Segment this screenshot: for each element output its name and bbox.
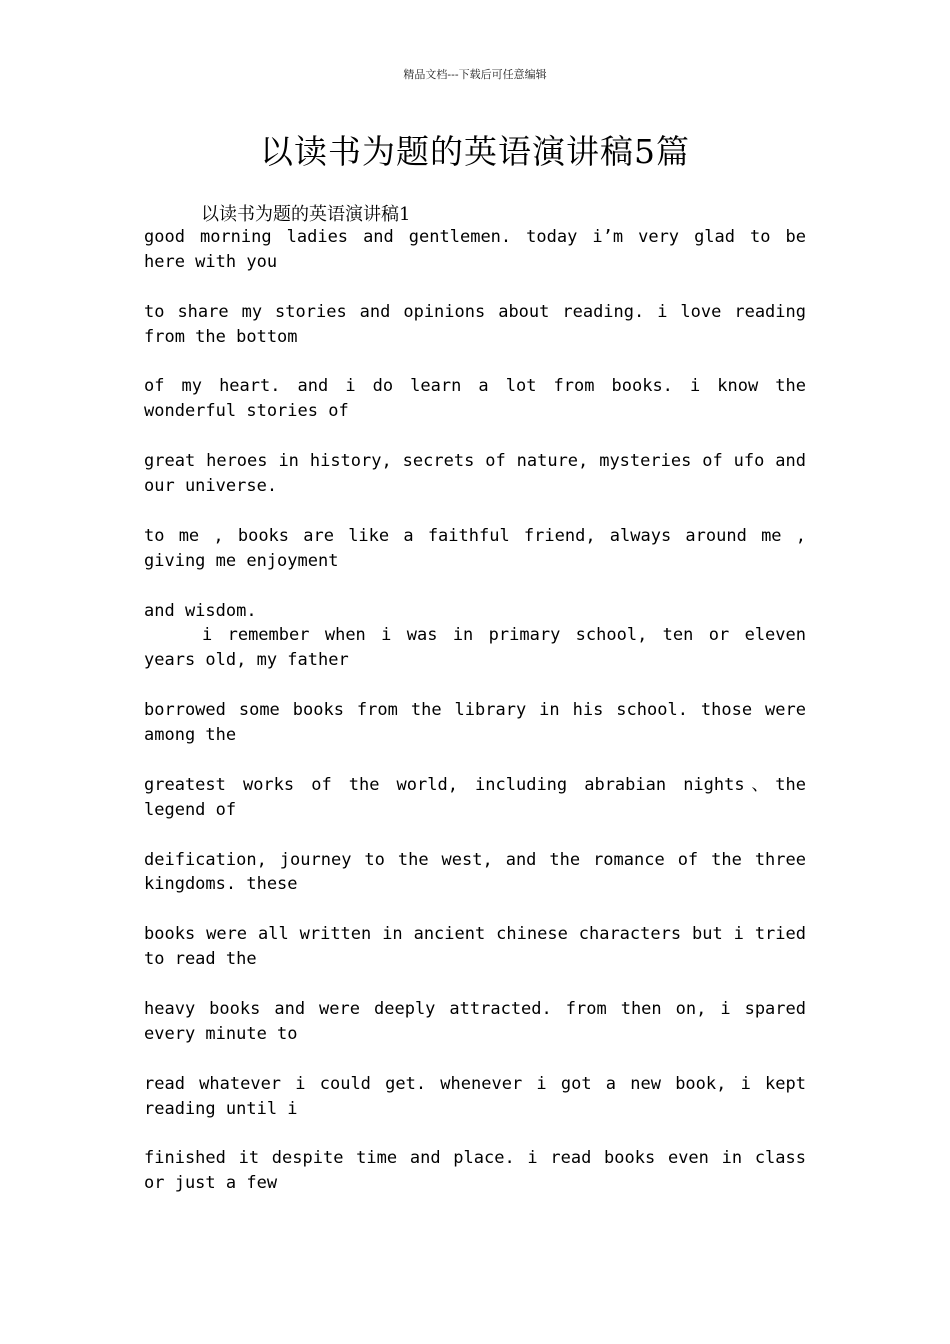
paragraph: greatest works of the world, including abrabian nights、the legend of	[144, 774, 806, 820]
paragraph: of my heart. and i do learn a lot from books. i know the wonderful stories of	[144, 376, 806, 422]
paragraph: to me , books are like a faithful friend, always around me , giving me enjoyment	[144, 525, 806, 571]
paragraph: finished it despite time and place. i read books even in class or just a few	[144, 1148, 806, 1194]
paragraph: great heroes in history, secrets of nature, mysteries of ufo and our universe.	[144, 451, 806, 497]
document-title: 以读书为题的英语演讲稿5篇	[260, 132, 690, 171]
section-heading: 以读书为题的英语演讲稿1	[201, 204, 411, 225]
paragraph: books were all written in ancient chinese characters but i tried to read the	[144, 924, 806, 970]
paragraph: deification, journey to the west, and the romance of the three kingdoms. these	[144, 849, 806, 895]
body-text	[144, 225, 806, 1221]
paragraph: read whatever i could get. whenever i got a new book, i kept reading until i	[144, 1073, 806, 1119]
paragraph: to share my stories and opinions about reading. i love reading from the bottom	[144, 301, 806, 347]
paragraph: good morning ladies and gentlemen. today i’m very glad to be here with you	[144, 227, 806, 272]
paragraph: heavy books and were deeply attracted. from then on, i spared every minute to	[144, 998, 806, 1044]
paragraph: borrowed some books from the library in his school. those were among the	[144, 700, 806, 746]
paragraph: and wisdom.	[144, 600, 257, 621]
header-note: 精品文档---下载后可任意编辑	[403, 68, 547, 81]
paragraph: i remember when i was in primary school, ten or eleven years old, my father	[144, 625, 806, 671]
